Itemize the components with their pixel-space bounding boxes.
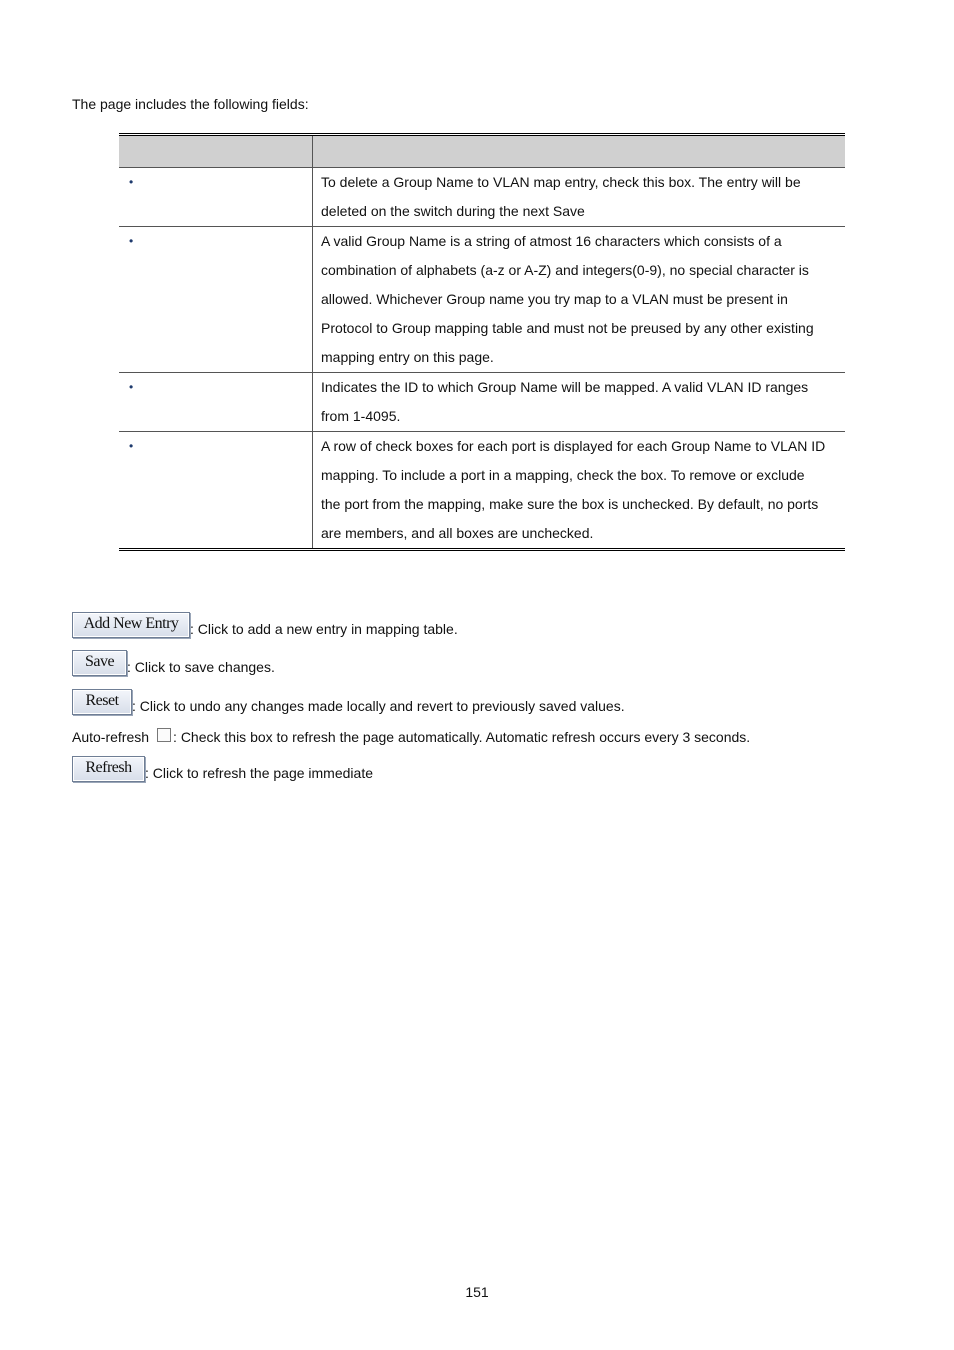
reset-button[interactable]: Reset	[72, 689, 132, 715]
bullet-icon: •	[129, 380, 134, 394]
table-row	[119, 373, 845, 432]
auto-refresh-checkbox[interactable]	[157, 728, 171, 742]
save-description: : Click to save changes.	[127, 659, 275, 675]
description-line: Indicates the ID to which Group Name will be mapped. A valid VLAN ID ranges	[321, 379, 809, 395]
description-line: allowed. Whichever Group name you try map to a VLAN must be present in	[321, 291, 788, 307]
object-cell	[119, 168, 313, 227]
description-line: combination of alphabets (a-z or A-Z) and integers(0-9), no special character is	[321, 262, 809, 278]
refresh-line	[72, 756, 373, 782]
auto-refresh-label: Auto-refresh	[72, 729, 150, 745]
reset-description: : Click to undo any changes made locally and revert to previously saved values.	[132, 698, 625, 714]
auto-refresh-description: : Check this box to refresh the page automatically. Automatic refresh occurs every 3 seconds.	[173, 729, 751, 745]
add-new-entry-description: : Click to add a new entry in mapping table.	[190, 621, 458, 637]
description-line: from 1-4095.	[321, 408, 401, 424]
table-row	[119, 168, 845, 227]
auto-refresh-line	[72, 728, 750, 746]
description-line: are members, and all boxes are unchecked.	[321, 525, 594, 541]
bullet-icon: •	[129, 439, 134, 453]
description-cell	[313, 227, 846, 373]
description-line: mapping. To include a port in a mapping, check the box. To remove or exclude	[321, 467, 805, 483]
description-line: mapping entry on this page.	[321, 349, 494, 365]
bullet-icon: •	[129, 175, 134, 189]
table-header-row	[119, 135, 845, 168]
header-object	[119, 135, 313, 168]
description-line: Protocol to Group mapping table and must not be preused by any other existing	[321, 320, 814, 336]
save-button[interactable]: Save	[72, 650, 127, 676]
description-cell	[313, 373, 846, 432]
description-line: the port from the mapping, make sure the box is unchecked. By default, no ports	[321, 496, 819, 512]
add-new-entry-line	[72, 612, 458, 638]
description-line: A valid Group Name is a string of atmost 16 characters which consists of a	[321, 233, 782, 249]
table-row	[119, 227, 845, 373]
description-line: deleted on the switch during the next Save	[321, 203, 585, 219]
object-cell	[119, 432, 313, 550]
object-cell	[119, 227, 313, 373]
intro-text: The page includes the following fields:	[72, 96, 309, 112]
add-new-entry-button[interactable]: Add New Entry	[72, 612, 190, 638]
header-description	[313, 135, 846, 168]
table-row	[119, 432, 845, 550]
refresh-button[interactable]: Refresh	[72, 756, 145, 782]
bullet-icon: •	[129, 234, 134, 248]
description-cell	[313, 168, 846, 227]
description-line: A row of check boxes for each port is displayed for each Group Name to VLAN ID	[321, 438, 826, 454]
refresh-description: : Click to refresh the page immediate	[145, 765, 373, 781]
reset-line	[72, 689, 625, 715]
description-cell	[313, 432, 846, 550]
page-number: 151	[465, 1284, 489, 1300]
object-cell	[119, 373, 313, 432]
description-line: To delete a Group Name to VLAN map entry, check this box. The entry will be	[321, 174, 801, 190]
save-line	[72, 650, 275, 676]
fields-table	[119, 133, 845, 551]
